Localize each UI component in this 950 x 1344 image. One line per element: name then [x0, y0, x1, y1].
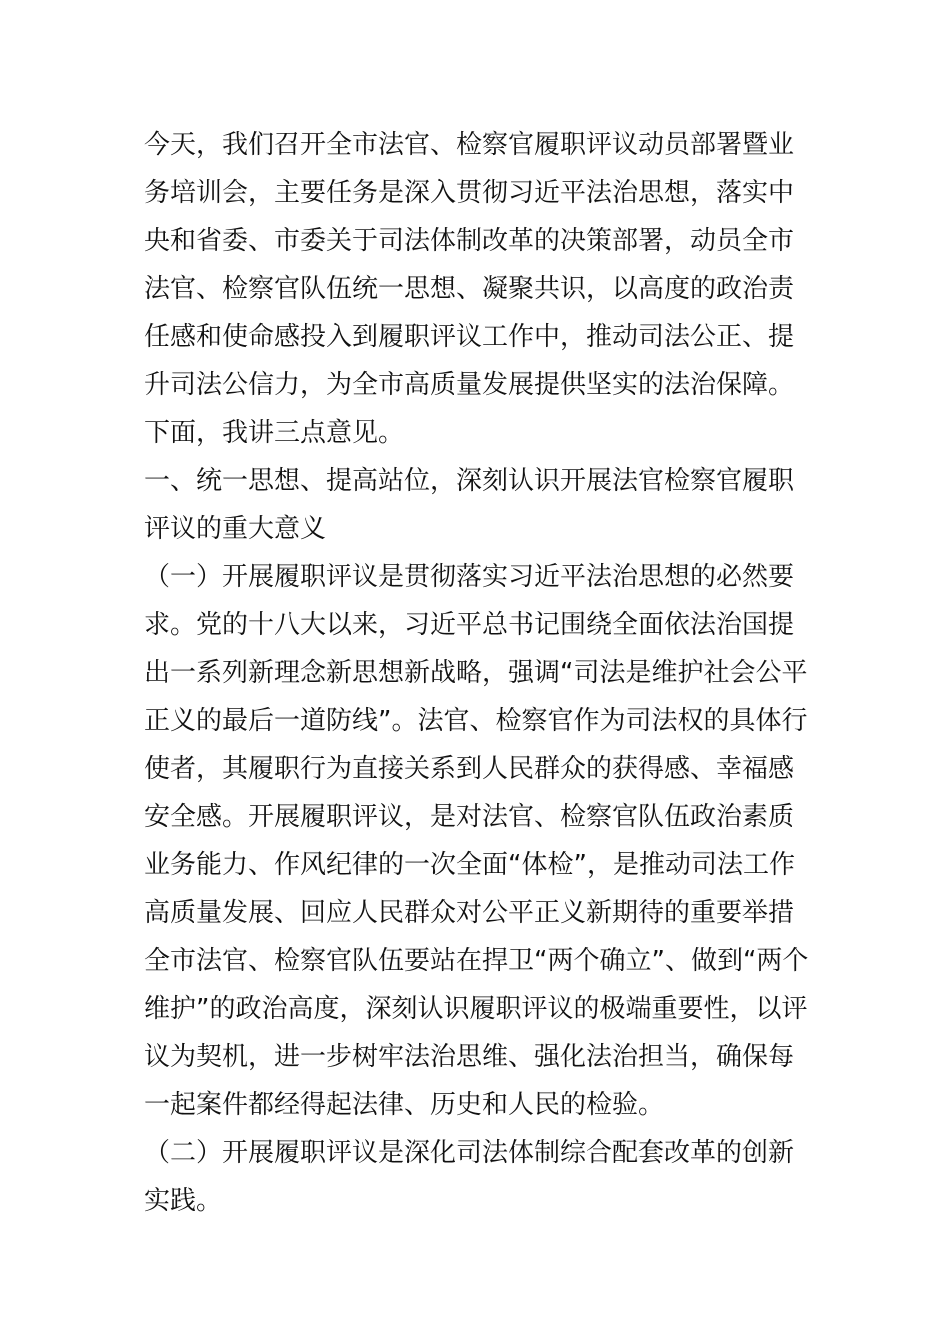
text-line: 维护”的政治高度，深刻认识履职评议的极端重要性，以评	[144, 994, 808, 1024]
text-line: 一起案件都经得起法律、历史和人民的检验。	[144, 1090, 665, 1120]
text-line: 高质量发展、回应人民群众对公平正义新期待的重要举措	[144, 898, 795, 928]
text-line: 央和省委、市委关于司法体制改革的决策部署，动员全市	[144, 226, 795, 256]
text-line: 全市法官、检察官队伍要站在捍卫“两个确立”、做到“两个	[144, 946, 809, 976]
text-line: 下面，我讲三点意见。	[144, 418, 405, 448]
text-line: 使者，其履职行为直接关系到人民群众的获得感、幸福感	[144, 754, 795, 784]
text-line: 升司法公信力，为全市高质量发展提供坚实的法治保障。	[144, 370, 795, 400]
text-line: 求。党的十八大以来，习近平总书记围绕全面依法治国提	[144, 610, 795, 640]
text-line: 任感和使命感投入到履职评议工作中，推动司法公正、提	[144, 322, 795, 352]
subsection-heading-line: （二）开展履职评议是深化司法体制综合配套改革的创新	[144, 1138, 795, 1168]
text-line: 实践。	[144, 1186, 223, 1216]
section-heading-line: 一、统一思想、提高站位，深刻认识开展法官检察官履职	[144, 466, 795, 496]
document-body	[144, 121, 808, 1225]
text-line: 安全感。开展履职评议，是对法官、检察官队伍政治素质	[144, 802, 795, 832]
text-line: 今天，我们召开全市法官、检察官履职评议动员部署暨业	[144, 130, 795, 160]
text-line: 正义的最后一道防线”。法官、检察官作为司法权的具体行	[144, 706, 808, 736]
text-line: 议为契机，进一步树牢法治思维、强化法治担当，确保每	[144, 1042, 795, 1072]
text-line: 出一系列新理念新思想新战略，强调“司法是维护社会公平	[144, 658, 808, 688]
section-heading-line: 评议的重大意义	[144, 514, 327, 544]
subsection-heading-line: （一）开展履职评议是贯彻落实习近平法治思想的必然要	[144, 562, 795, 592]
text-line: 法官、检察官队伍统一思想、凝聚共识，以高度的政治责	[144, 274, 795, 304]
text-line: 务培训会，主要任务是深入贯彻习近平法治思想，落实中	[144, 178, 795, 208]
text-line: 业务能力、作风纪律的一次全面“体检”，是推动司法工作	[144, 850, 795, 880]
